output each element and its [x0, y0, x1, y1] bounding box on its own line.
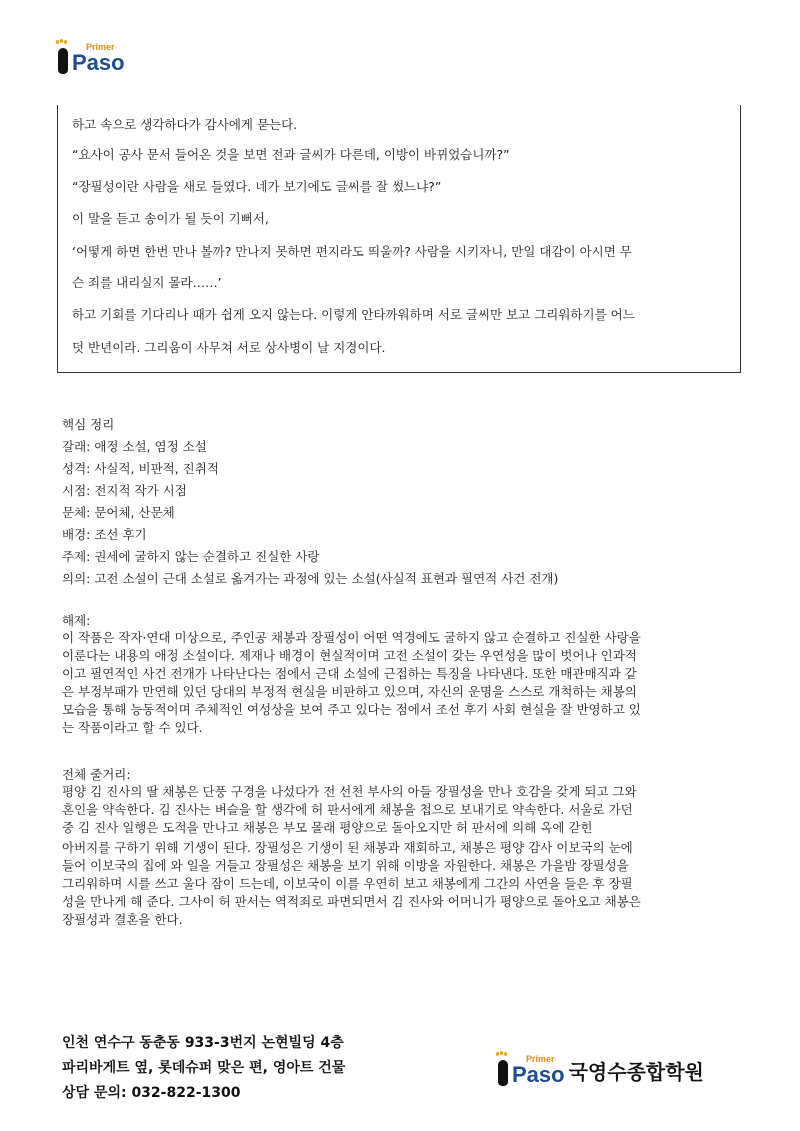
address-line: 인천 연수구 동춘동 933-3번지 논현빌딩 4층	[62, 1035, 344, 1051]
paragraph-line: 장필성과 결혼을 한다.	[62, 912, 183, 927]
paso-logo-top	[56, 40, 125, 74]
footprint-icon	[56, 40, 70, 74]
plot-paragraph-2	[62, 839, 746, 929]
haeje-paragraph	[62, 629, 746, 737]
summary-item-style: 문체: 문어체, 산문체	[62, 505, 175, 520]
summary-heading: 핵심 정리	[62, 417, 115, 432]
passage-line: ‘어떻게 하면 한번 만나 볼까? 만나지 못하면 편지라도 띄울까? 사람을 시키자니, 만일 대감이 아시면 무	[72, 244, 632, 259]
paragraph-line: 중 김 진사 일행은 도적을 만나고 채봉은 부모 몰래 평양으로 돌아오지만 허 판서에 의해 옥에 갇힌	[62, 820, 593, 835]
paragraph-line: 은 부정부패가 만연해 있던 당대의 부정적 현실을 비판하고 있으며, 자신의 운명을 스스로 개척하는 채봉의	[62, 684, 637, 699]
contact-line: 상담 문의: 032-822-1300	[62, 1085, 241, 1101]
paragraph-line: 성을 만나게 해 준다. 그사이 허 판서는 역적죄로 파면되면서 김 진사와 어머니가 평양으로 돌아오고 채봉은	[62, 894, 641, 909]
passage-excerpt-box	[57, 105, 741, 373]
address-line: 파리바게트 옆, 롯데슈퍼 맞은 편, 영아트 건물	[62, 1060, 346, 1076]
paragraph-line: 그리워하며 시를 쓰고 울다 잠이 드는데, 이보국이 이를 우연히 보고 채봉에게 그간의 사연을 들은 후 장필	[62, 876, 633, 891]
paragraph-line: 모습을 통해 능동적이며 주체적인 여성상을 보여 주고 있다는 점에서 조선 후기 사회 현실을 잘 반영하고 있	[62, 702, 641, 717]
summary-item-significance: 의의: 고전 소설이 근대 소설로 옮겨가는 과정에 있는 소설(사실적 표현과 필연적 사건 전개)	[62, 571, 559, 586]
summary-item-setting: 배경: 조선 후기	[62, 527, 147, 542]
paso-logo-footer	[496, 1052, 704, 1086]
plot-paragraph-1	[62, 783, 746, 837]
summary-item-theme: 주제: 권세에 굴하지 않는 순결하고 진실한 사랑	[62, 549, 320, 564]
passage-line: “요사이 공사 문서 들어온 것을 보면 전과 글씨가 다른데, 이방이 바뀌었습니까?”	[72, 147, 510, 162]
logo-paso-text: Paso	[512, 1062, 565, 1087]
footer-address	[62, 1031, 345, 1106]
footprint-icon	[496, 1052, 510, 1086]
paragraph-line: 이 작품은 작자·연대 미상으로, 주인공 채봉과 장필성이 어떤 역경에도 굴하지 않고 순결하고 진실한 사랑을	[62, 630, 641, 645]
paragraph-line: 혼인을 약속한다. 김 진사는 벼슬을 할 생각에 허 판서에게 채봉을 첩으로 보내기로 약속한다. 서울로 가던	[62, 802, 633, 817]
passage-line: 이 말을 듣고 송이가 될 듯이 기뻐서,	[72, 211, 269, 226]
summary-item-genre: 갈래: 애정 소설, 염정 소설	[62, 439, 207, 454]
key-summary	[62, 414, 558, 590]
logo-primer-text: Primer	[86, 42, 115, 52]
paragraph-line: 이고 필연적인 사건 전개가 나타난다는 점에서 근대 소설에 근접하는 특징을 나타낸다. 또한 매관매직과 같	[62, 666, 637, 681]
passage-line: 하고 속으로 생각하다가 감사에게 묻는다.	[72, 117, 298, 132]
logo-paso-text: Paso	[72, 50, 125, 75]
paragraph-line: 이룬다는 내용의 애정 소설이다. 제재나 배경이 현실적이며 고전 소설이 갖는 우연성을 많이 벗어나 인과적	[62, 648, 637, 663]
paragraph-line: 아버지를 구하기 위해 기생이 된다. 장필성은 기생이 된 채봉과 재회하고, 채봉은 평양 감사 이보국의 눈에	[62, 840, 633, 855]
passage-line: “장필성이란 사람을 새로 들였다. 네가 보기에도 글씨를 잘 썼느냐?”	[72, 179, 442, 194]
paragraph-line: 들어 이보국의 집에 와 일을 거들고 장필성은 채봉을 보기 위해 이방을 자원한다. 채봉은 가을밤 장필성을	[62, 858, 629, 873]
passage-line: 슨 죄를 내리실지 몰라……’	[72, 275, 222, 290]
passage-line: 덧 반년이라. 그리움이 사무쳐 서로 상사병이 날 지경이다.	[72, 340, 386, 355]
paragraph-line: 평양 김 진사의 딸 채봉은 단풍 구경을 나섰다가 전 선천 부사의 아들 장필성을 만나 호감을 갖게 되고 그와	[62, 784, 637, 799]
haeje-title: 해제:	[62, 613, 91, 628]
passage-line: 하고 기회를 기다리나 때가 쉽게 오지 않는다. 이렇게 안타까워하며 서로 글씨만 보고 그리워하기를 어느	[72, 307, 635, 322]
logo-primer-text: Primer	[526, 1054, 555, 1064]
summary-item-character: 성격: 사실적, 비판적, 진취적	[62, 461, 219, 476]
plot-title: 전체 줄거리:	[62, 767, 131, 782]
paragraph-line: 는 작품이라고 할 수 있다.	[62, 720, 203, 735]
academy-name: 국영수종합학원	[568, 1060, 704, 1084]
summary-item-viewpoint: 시점: 전지적 작가 시점	[62, 483, 187, 498]
